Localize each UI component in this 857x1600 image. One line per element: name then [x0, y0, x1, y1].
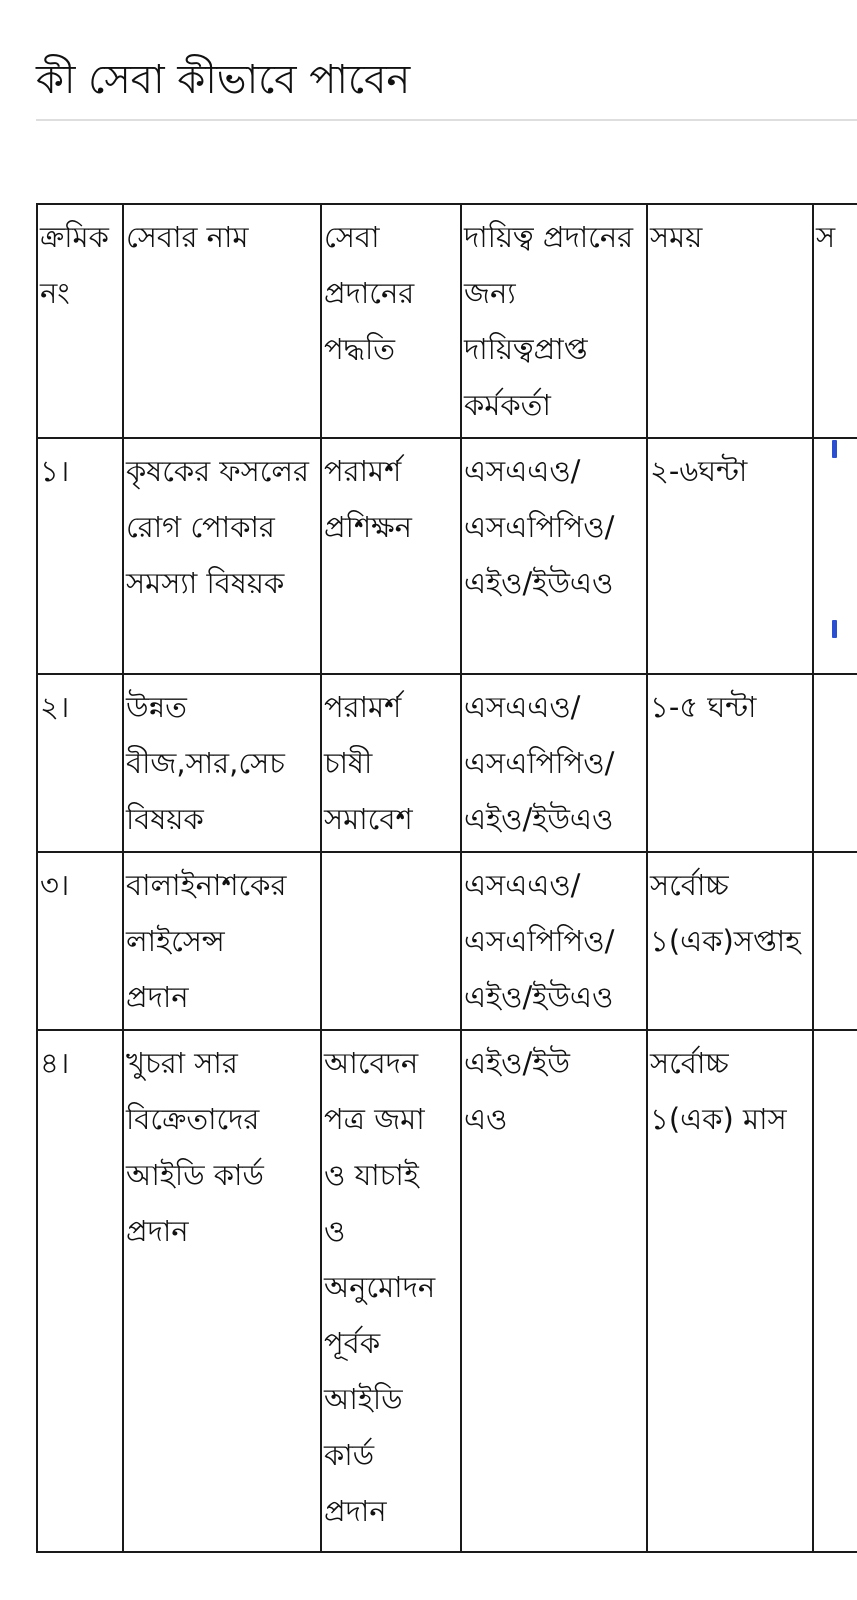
cell-serial: ১। — [37, 438, 123, 674]
link-marker — [832, 620, 837, 638]
page-title: কী সেবা কীভাবে পাবেন — [36, 57, 411, 103]
link-marker — [832, 440, 837, 458]
cell-officer: এসএএও/ এসএপিপিও/ এইও/ইউএও — [461, 674, 647, 852]
cell-serial: ২। — [37, 674, 123, 852]
cell-method: আবেদন পত্র জমা ও যাচাই ও অনুমোদন পূর্বক আইডি কার্ড প্রদান — [321, 1030, 461, 1552]
header-time: সময় — [647, 204, 813, 438]
cell-officer: এইও/ইউ এও — [461, 1030, 647, 1552]
cell-service-name: খুচরা সার বিক্রেতাদের আইডি কার্ড প্রদান — [123, 1030, 321, 1552]
cell-method — [321, 852, 461, 1030]
cell-extra — [813, 438, 857, 674]
header-extra: স — [813, 204, 857, 438]
table-row — [37, 438, 857, 674]
cell-serial: ৩। — [37, 852, 123, 1030]
service-table — [36, 203, 857, 1553]
table-header-row — [37, 204, 857, 438]
cell-time: সর্বোচ্চ ১(এক) মাস — [647, 1030, 813, 1552]
cell-time: ২-৬ঘন্টা — [647, 438, 813, 674]
cell-officer: এসএএও/ এসএপিপিও/ এইও/ইউএও — [461, 852, 647, 1030]
cell-service-name: বালাইনাশকের লাইসেন্স প্রদান — [123, 852, 321, 1030]
cell-service-name: কৃষকের ফসলের রোগ পোকার সমস্যা বিষয়ক — [123, 438, 321, 674]
cell-time: সর্বোচ্চ ১(এক)সপ্তাহ — [647, 852, 813, 1030]
cell-method: পরামর্শ চাষী সমাবেশ — [321, 674, 461, 852]
cell-extra — [813, 1030, 857, 1552]
table-row — [37, 1030, 857, 1552]
cell-extra — [813, 852, 857, 1030]
service-table-container[interactable] — [36, 203, 857, 1578]
header-method: সেবা প্রদানের পদ্ধতি — [321, 204, 461, 438]
title-divider — [36, 119, 857, 121]
cell-method: পরামর্শ প্রশিক্ষন — [321, 438, 461, 674]
cell-time: ১-৫ ঘন্টা — [647, 674, 813, 852]
header-service-name: সেবার নাম — [123, 204, 321, 438]
cell-officer: এসএএও/ এসএপিপিও/ এইও/ইউএও — [461, 438, 647, 674]
cell-service-name: উন্নত বীজ,সার,সেচ বিষয়ক — [123, 674, 321, 852]
header-serial: ক্রমিক নং — [37, 204, 123, 438]
cell-serial: ৪। — [37, 1030, 123, 1552]
header-officer: দায়িত্ব প্রদানের জন্য দায়িত্বপ্রাপ্ত কর্মকর্তা — [461, 204, 647, 438]
cell-extra — [813, 674, 857, 852]
table-row — [37, 852, 857, 1030]
table-row — [37, 674, 857, 852]
